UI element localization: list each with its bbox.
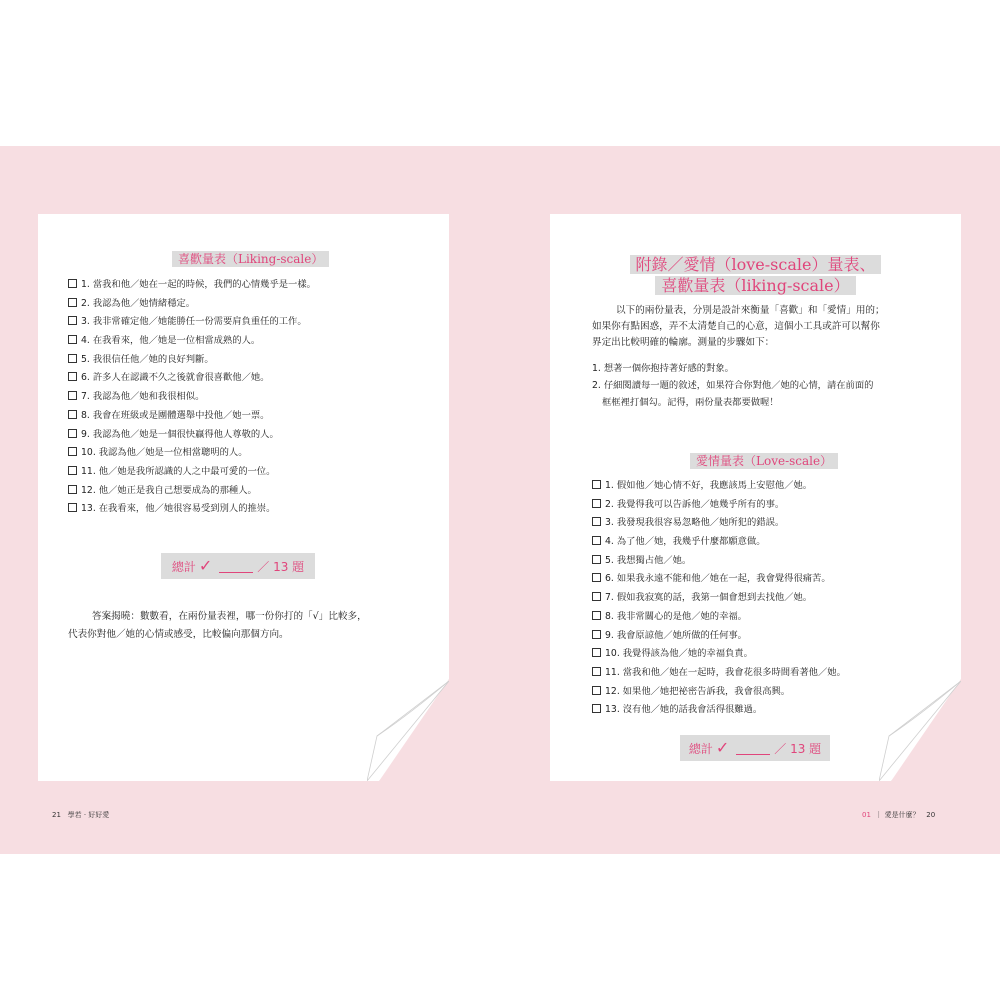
checkbox[interactable] [592,499,601,508]
intro-line3: 界定出比較明確的輪廓。測量的步驟如下： [592,337,775,348]
love-scale-list [592,477,846,720]
checkbox[interactable] [592,704,601,713]
love-item[interactable]: 1. 假如他／她心情不好，我應該馬上安慰他／她。 [592,477,846,496]
step-item: 框框裡打個勾。記得，兩份量表都要做喔！ [602,397,779,408]
liking-scale-title: 喜歡量表（Liking-scale） [172,250,329,267]
love-scale-title: 愛情量表（Love-scale） [690,452,838,469]
liking-scale-list [68,276,316,519]
love-item[interactable]: 11. 當我和他／她在一起時，我會花很多時間看著他／她。 [592,664,846,683]
love-item[interactable]: 12. 如果他／她把祕密告訴我，我會很高興。 [592,683,846,702]
liking-item[interactable]: 6. 許多人在認識不久之後就會很喜歡他／她。 [68,369,316,388]
checkbox[interactable] [68,335,77,344]
answer-reveal-line1: 答案揭曉：數數看，在兩份量表裡，哪一份你打的「√」比較多， [92,611,367,622]
checkbox[interactable] [68,279,77,288]
checkbox[interactable] [68,372,77,381]
liking-item[interactable]: 2. 我認為他／她情緒穩定。 [68,295,316,314]
liking-item[interactable]: 11. 他／她是我所認識的人之中最可愛的一位。 [68,463,316,482]
checkbox[interactable] [68,485,77,494]
checkbox[interactable] [592,592,601,601]
right-page-number: 20 [926,811,936,819]
liking-item[interactable]: 5. 我很信任他／她的良好判斷。 [68,351,316,370]
total-suffix: ／ 13 題 [774,742,822,756]
love-item[interactable]: 6. 如果我永遠不能和他／她在一起，我會覺得很痛苦。 [592,570,846,589]
steps-list [592,360,937,411]
checkbox[interactable] [592,630,601,639]
total-blank[interactable] [736,740,770,755]
appendix-title-line2: 喜歡量表（liking-scale） [550,273,961,296]
love-item[interactable]: 2. 我覺得我可以告訴他／她幾乎所有的事。 [592,496,846,515]
checkbox[interactable] [68,354,77,363]
step-item: 2. 仔細閱讀每一題的敘述，如果符合你對他／她的心情，請在前面的 [592,380,874,391]
liking-item[interactable]: 12. 他／她正是我自己想要成為的那種人。 [68,482,316,501]
liking-total-box [161,553,315,579]
liking-item[interactable]: 3. 我非常確定他／她能勝任一份需要肩負重任的工作。 [68,313,316,332]
love-item[interactable]: 4. 為了他／她，我幾乎什麼都願意做。 [592,533,846,552]
love-item[interactable]: 10. 我覺得該為他／她的幸福負責。 [592,645,846,664]
checkbox[interactable] [592,667,601,676]
checkbox[interactable] [68,391,77,400]
answer-reveal-line2: 代表你對他／她的心情或感受，比較偏向那個方向。 [68,629,289,640]
liking-item[interactable]: 9. 我認為他／她是一個很快贏得他人尊敬的人。 [68,426,316,445]
total-blank[interactable] [219,558,253,573]
intro-line2: 如果你有點困惑，弄不太清楚自己的心意，這個小工具或許可以幫你 [592,321,880,332]
checkbox[interactable] [68,410,77,419]
liking-item[interactable]: 4. 在我看來，他／她是一位相當成熟的人。 [68,332,316,351]
checkbox[interactable] [68,466,77,475]
checkbox[interactable] [68,298,77,307]
step-item: 1. 想著一個你抱持著好感的對象。 [592,363,734,374]
chapter-number: 01 [862,811,871,819]
checkbox[interactable] [592,536,601,545]
liking-item[interactable]: 10. 我認為他／她是一位相當聰明的人。 [68,444,316,463]
total-label: 總計 [171,560,196,574]
liking-item[interactable]: 7. 我認為他／她和我很相似。 [68,388,316,407]
total-label: 總計 [688,742,713,756]
left-page-number: 21 [52,811,61,819]
checkbox[interactable] [68,447,77,456]
checkbox[interactable] [592,648,601,657]
checkbox[interactable] [68,316,77,325]
left-footer [52,810,109,820]
checkbox[interactable] [592,555,601,564]
checkbox[interactable] [68,429,77,438]
liking-item[interactable]: 13. 在我看來，他／她很容易受到別人的推崇。 [68,500,316,519]
check-icon: ✓ [715,738,730,757]
appendix-title-line1: 附錄／愛情（love-scale）量表、 [550,252,961,275]
page-curl-right [879,681,961,781]
check-icon: ✓ [198,556,213,575]
chapter-title: ｜ 愛是什麼？ [875,811,920,819]
right-footer [862,810,935,820]
liking-item[interactable]: 8. 我會在班級或是團體選舉中投他／她一票。 [68,407,316,426]
checkbox[interactable] [592,517,601,526]
love-item[interactable]: 9. 我會原諒他／她所做的任何事。 [592,627,846,646]
love-item[interactable]: 5. 我想獨占他／她。 [592,552,846,571]
liking-item[interactable]: 1. 當我和他／她在一起的時候，我們的心情幾乎是一樣。 [68,276,316,295]
love-item[interactable]: 3. 我發現我很容易忽略他／她所犯的錯誤。 [592,514,846,533]
love-item[interactable]: 7. 假如我寂寞的話，我第一個會想到去找他／她。 [592,589,846,608]
left-book-title: 學若 · 好好愛 [67,811,110,819]
checkbox[interactable] [592,686,601,695]
intro-line1: 以下的兩份量表，分別是設計來衡量「喜歡」和「愛情」用的； [616,305,885,316]
checkbox[interactable] [592,573,601,582]
love-item[interactable]: 8. 我非常關心的是他／她的幸福。 [592,608,846,627]
checkbox[interactable] [592,480,601,489]
checkbox[interactable] [592,611,601,620]
checkbox[interactable] [68,503,77,512]
total-suffix: ／ 13 題 [257,560,305,574]
love-total-box [680,735,830,761]
page-curl-left [367,681,449,781]
love-item[interactable]: 13. 沒有他／她的話我會活得很難過。 [592,701,846,720]
